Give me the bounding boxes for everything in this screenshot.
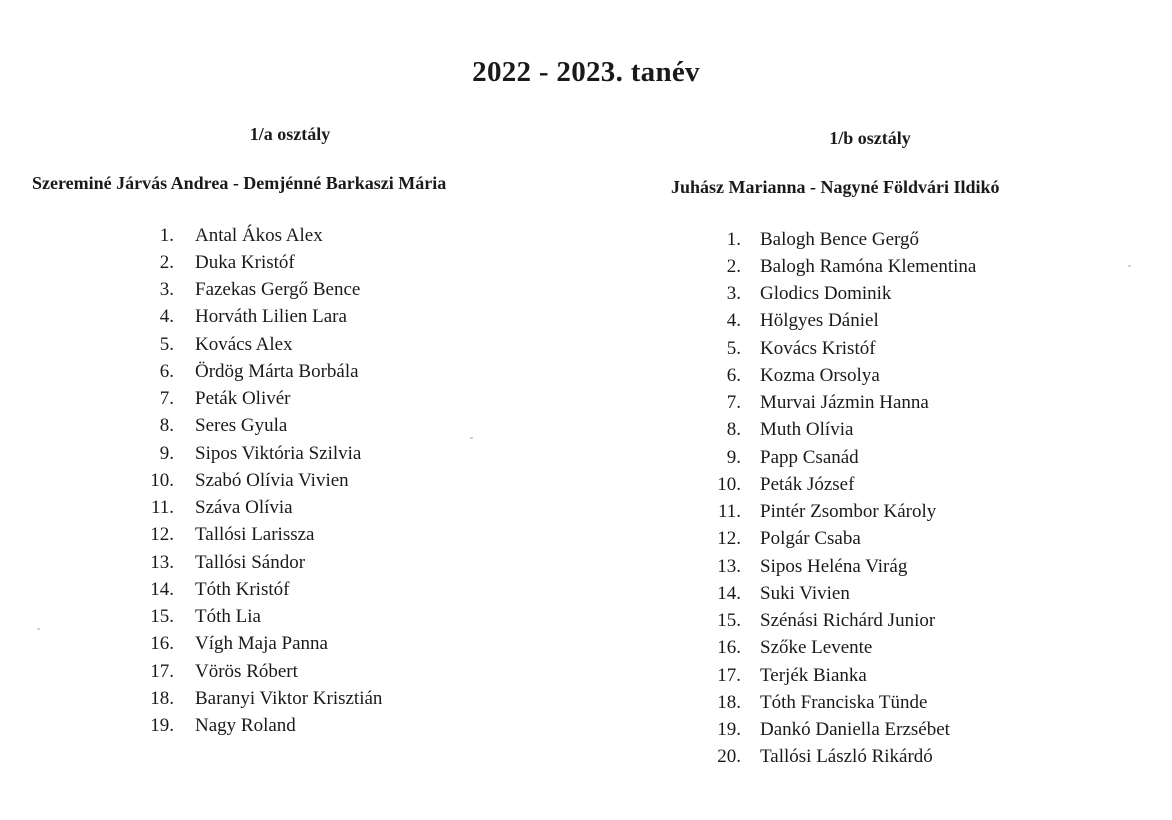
student-list-item (703, 226, 976, 253)
student-list-item (703, 717, 976, 744)
student-list-item (703, 580, 976, 607)
student-number: 9. (726, 446, 741, 468)
student-list-item (140, 685, 382, 712)
student-name: Száva Olívia (195, 497, 293, 519)
student-name: Vígh Maja Panna (195, 633, 328, 655)
student-name: Kozma Orsolya (760, 364, 880, 386)
student-number: 11. (717, 501, 741, 523)
student-name: Dankó Daniella Erzsébet (760, 719, 950, 741)
student-name: Peták József (760, 473, 855, 495)
student-list-item (140, 304, 382, 331)
student-name: Balogh Ramóna Klementina (760, 255, 977, 277)
student-name: Ördög Márta Borbála (195, 360, 359, 382)
student-name: Sipos Heléna Virág (760, 555, 908, 577)
student-number: 1. (159, 224, 174, 246)
scan-speck (37, 628, 40, 630)
student-number: 6. (726, 364, 741, 386)
student-number: 4. (726, 310, 741, 332)
student-name: Kovács Alex (195, 333, 293, 355)
student-name: Kovács Kristóf (760, 337, 876, 359)
student-name: Peták Olivér (195, 388, 291, 410)
student-name: Suki Vivien (760, 582, 850, 604)
student-number: 2. (726, 255, 741, 277)
student-name: Baranyi Viktor Krisztián (195, 687, 383, 709)
student-number: 5. (159, 333, 174, 355)
student-list-item (703, 499, 976, 526)
student-list-item (140, 713, 382, 740)
student-name: Papp Csanád (760, 446, 859, 468)
student-list-item (140, 467, 382, 494)
student-list-item (140, 413, 382, 440)
class-1a-teachers: Szereminé Járvás Andrea - Demjénné Barkaszi Mária (32, 173, 447, 193)
student-list-item (703, 444, 976, 471)
student-number: 7. (726, 392, 741, 414)
scan-speck (1128, 265, 1131, 267)
student-number: 14. (150, 578, 174, 600)
class-1a-title: 1/a osztály (249, 124, 331, 144)
student-name: Tallósi Sándor (195, 551, 306, 573)
student-number: 2. (159, 251, 174, 273)
student-list-item (703, 362, 976, 389)
student-number: 18. (150, 687, 174, 709)
student-number: 19. (717, 719, 741, 741)
student-number: 13. (717, 555, 741, 577)
student-number: 14. (717, 582, 741, 604)
student-list-item (140, 277, 382, 304)
student-list-item (703, 526, 976, 553)
student-list-item (140, 386, 382, 413)
student-name: Muth Olívia (760, 419, 854, 441)
student-list-item (703, 390, 976, 417)
student-list-item (140, 222, 382, 249)
student-list-item (140, 331, 382, 358)
student-name: Szőke Levente (760, 637, 873, 659)
student-number: 10. (717, 473, 741, 495)
student-number: 13. (150, 551, 174, 573)
student-number: 16. (717, 637, 741, 659)
student-list-item (703, 553, 976, 580)
student-number: 7. (159, 388, 174, 410)
student-name: Nagy Roland (195, 715, 296, 737)
student-list-item (703, 662, 976, 689)
student-list-item (703, 744, 976, 771)
class-1b-student-list (703, 226, 976, 771)
page-title: 2022 - 2023. tanév (472, 56, 700, 88)
student-list-item (140, 604, 382, 631)
student-name: Hölgyes Dániel (760, 310, 879, 332)
student-list-item (140, 440, 382, 467)
student-name: Seres Gyula (195, 415, 288, 437)
student-list-item (703, 335, 976, 362)
student-number: 12. (150, 524, 174, 546)
student-number: 15. (717, 610, 741, 632)
student-list-item (140, 576, 382, 603)
student-list-item (703, 689, 976, 716)
student-number: 19. (150, 715, 174, 737)
student-name: Polgár Csaba (760, 528, 861, 550)
student-name: Vörös Róbert (195, 660, 298, 682)
student-name: Tóth Lia (195, 606, 261, 628)
student-name: Szabó Olívia Vivien (195, 469, 349, 491)
student-list-item (140, 549, 382, 576)
student-list-item (140, 358, 382, 385)
student-number: 5. (726, 337, 741, 359)
student-name: Tóth Franciska Tünde (760, 691, 928, 713)
student-name: Tóth Kristóf (195, 578, 290, 600)
student-name: Glodics Dominik (760, 283, 892, 305)
student-name: Szénási Richárd Junior (760, 610, 936, 632)
student-list-item (703, 471, 976, 498)
student-list-item (703, 608, 976, 635)
student-number: 4. (159, 306, 174, 328)
student-number: 15. (150, 606, 174, 628)
student-number: 10. (150, 469, 174, 491)
student-list-item (140, 658, 382, 685)
student-name: Murvai Jázmin Hanna (760, 392, 929, 414)
student-number: 17. (150, 660, 174, 682)
class-1a-student-list (140, 222, 382, 740)
student-list-item (703, 281, 976, 308)
student-name: Pintér Zsombor Károly (760, 501, 937, 523)
student-name: Balogh Bence Gergő (760, 228, 919, 250)
class-1b-teachers: Juhász Marianna - Nagyné Földvári Ildikó (671, 177, 1000, 197)
student-number: 6. (159, 360, 174, 382)
student-number: 16. (150, 633, 174, 655)
student-number: 3. (726, 283, 741, 305)
student-name: Fazekas Gergő Bence (195, 279, 361, 301)
student-name: Tallósi Larissza (195, 524, 315, 546)
student-list-item (703, 417, 976, 444)
student-number: 9. (159, 442, 174, 464)
student-list-item (703, 308, 976, 335)
student-list-item (140, 249, 382, 276)
student-list-item (140, 631, 382, 658)
student-list-item (140, 522, 382, 549)
student-number: 8. (159, 415, 174, 437)
student-number: 18. (717, 691, 741, 713)
student-number: 20. (717, 746, 741, 768)
student-number: 3. (159, 279, 174, 301)
student-list-item (140, 495, 382, 522)
student-name: Horváth Lilien Lara (195, 306, 347, 328)
student-number: 12. (717, 528, 741, 550)
student-name: Duka Kristóf (195, 251, 295, 273)
student-name: Tallósi László Rikárdó (760, 746, 933, 768)
class-1b-title: 1/b osztály (829, 128, 911, 148)
student-list-item (703, 635, 976, 662)
student-number: 17. (717, 664, 741, 686)
student-name: Terjék Bianka (760, 664, 867, 686)
scan-speck (470, 437, 473, 439)
student-number: 1. (726, 228, 741, 250)
student-name: Antal Ákos Alex (195, 224, 323, 246)
student-number: 11. (150, 497, 174, 519)
student-number: 8. (726, 419, 741, 441)
student-name: Sipos Viktória Szilvia (195, 442, 362, 464)
student-list-item (703, 253, 976, 280)
